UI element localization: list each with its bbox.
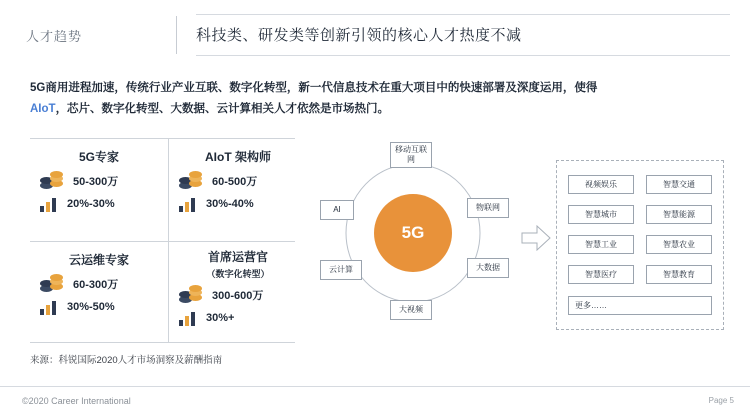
- intro-line-1: 5G商用进程加速，传统行业产业互联、数字化转型，新一代信息技术在重大项目中的快速部署及深度运用，使得: [30, 82, 598, 94]
- role-title: 云运维专家: [68, 253, 129, 267]
- diagram-core-5g: 5G: [374, 194, 452, 272]
- salary-table: [30, 138, 295, 343]
- header-top-rule: [196, 14, 730, 15]
- page-title: 科技类、研发类等创新引领的核心人才热度不减: [196, 27, 522, 44]
- app-chip-smart-education: 智慧教育: [646, 265, 712, 284]
- header-divider: [176, 16, 177, 54]
- table-rule-middle: [30, 241, 295, 242]
- salary-row: [179, 285, 303, 305]
- footer-rule: [0, 386, 750, 387]
- diagram-node-cloud-computing: 云计算: [320, 260, 362, 280]
- diagram-node-video: 大视频: [390, 300, 432, 320]
- app-chip-smart-city: 智慧城市: [568, 205, 634, 224]
- diagram-node-iot: 物联网: [467, 198, 509, 218]
- app-chip-smart-industry: 智慧工业: [568, 235, 634, 254]
- table-cell-aiot-architect: [173, 148, 303, 212]
- role-title: 5G专家: [78, 150, 119, 164]
- salary-value: 50-300万: [73, 176, 119, 188]
- salary-value: 60-300万: [73, 279, 119, 291]
- app-chip-video-entertainment: 视频娱乐: [568, 175, 634, 194]
- growth-row: [179, 196, 303, 212]
- bar-chart-icon: [179, 196, 199, 212]
- app-chip-smart-healthcare: 智慧医疗: [568, 265, 634, 284]
- app-chip-smart-agriculture: 智慧农业: [646, 235, 712, 254]
- salary-row: [179, 171, 303, 191]
- role-subtitle: （数字化转型）: [206, 269, 270, 279]
- app-chip-more: 更多……: [568, 296, 712, 315]
- source-note: 来源：科锐国际2020人才市场洞察及薪酬指南: [30, 355, 223, 366]
- growth-row: [40, 299, 164, 315]
- salary-row: [40, 171, 164, 191]
- app-chip-smart-transport: 智慧交通: [646, 175, 712, 194]
- diagram-node-ai: AI: [320, 200, 354, 220]
- copyright-text: ©2020 Career International: [22, 396, 131, 406]
- bar-chart-icon: [40, 196, 60, 212]
- coins-icon: [40, 274, 66, 294]
- coins-icon: [179, 285, 205, 305]
- table-cell-coo: [173, 248, 303, 326]
- growth-row: [40, 196, 164, 212]
- header-bottom-rule: [196, 55, 730, 56]
- role-title: AIoT 架构师: [205, 150, 271, 164]
- slide-header: [0, 14, 750, 58]
- table-cell-5g-expert: [34, 148, 164, 212]
- coins-icon: [179, 171, 205, 191]
- page-number: Page 5: [708, 396, 734, 405]
- growth-value: 20%-30%: [67, 198, 115, 210]
- growth-value: 30%+: [206, 312, 235, 324]
- bar-chart-icon: [179, 310, 199, 326]
- diagram-node-mobile-internet: 移动互联网: [390, 142, 432, 168]
- table-rule-bottom: [30, 342, 295, 343]
- role-title: 首席运营官: [207, 250, 268, 264]
- table-cell-cloud-ops-expert: [34, 251, 164, 315]
- growth-row: [179, 310, 303, 326]
- salary-value: 60-500万: [212, 176, 258, 188]
- 5g-ecosystem-diagram: [312, 142, 527, 342]
- salary-value: 300-600万: [212, 290, 264, 302]
- right-arrow-icon: [521, 225, 551, 251]
- application-scenarios-panel: [556, 160, 724, 330]
- growth-value: 30%-40%: [206, 198, 254, 210]
- table-rule-vertical: [168, 138, 169, 343]
- table-rule-top: [30, 138, 295, 139]
- app-chip-smart-energy: 智慧能源: [646, 205, 712, 224]
- salary-row: [40, 274, 164, 294]
- coins-icon: [40, 171, 66, 191]
- intro-accent-term: AIoT: [30, 103, 56, 115]
- header-section-label: 人才趋势: [26, 29, 83, 44]
- intro-line-2: ，芯片、数字化转型、大数据、云计算相关人才依然是市场热门。: [55, 103, 390, 115]
- bar-chart-icon: [40, 299, 60, 315]
- growth-value: 30%-50%: [67, 301, 115, 313]
- intro-paragraph: [30, 78, 720, 120]
- diagram-node-big-data: 大数据: [467, 258, 509, 278]
